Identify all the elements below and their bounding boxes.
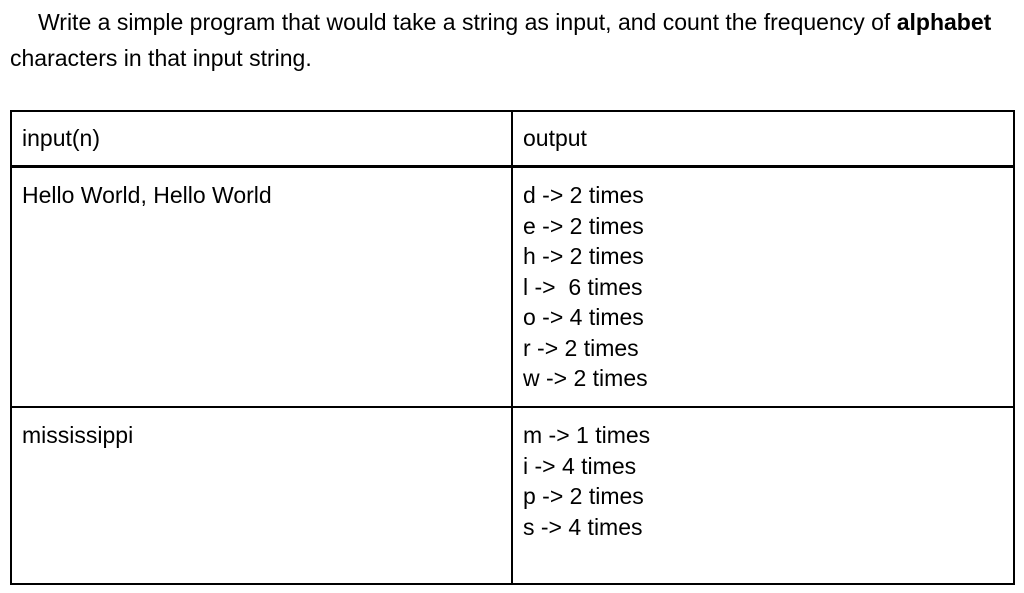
problem-statement (10, 4, 1010, 76)
output-line: m -> 1 times (523, 422, 651, 448)
output-line: o -> 4 times (523, 304, 644, 330)
table-header-row (11, 111, 1014, 167)
output-line: w -> 2 times (523, 365, 648, 391)
output-line: d -> 2 times (523, 182, 644, 208)
output-line: e -> 2 times (523, 212, 644, 239)
header-output: output (512, 111, 1014, 167)
output-line: s -> 4 times (523, 513, 643, 540)
output-line: r -> 2 times (523, 334, 639, 361)
header-input: input(n) (11, 111, 512, 167)
problem-text-end: characters in that input string. (10, 45, 312, 71)
io-table (10, 110, 1015, 585)
input-cell: mississippi (11, 407, 512, 584)
output-cell (512, 167, 1014, 408)
output-cell (512, 407, 1014, 584)
problem-text-start: Write a simple program that would take a string as input, and count the frequency of (38, 9, 897, 35)
problem-text-bold: alphabet (896, 9, 992, 35)
output-line: h -> 2 times (523, 243, 644, 269)
table-row (11, 167, 1014, 408)
output-line: l -> 6 times (523, 273, 643, 300)
input-cell: Hello World, Hello World (11, 167, 512, 408)
table-row (11, 407, 1014, 584)
output-line: p -> 2 times (523, 483, 644, 509)
output-line: i -> 4 times (523, 452, 637, 479)
